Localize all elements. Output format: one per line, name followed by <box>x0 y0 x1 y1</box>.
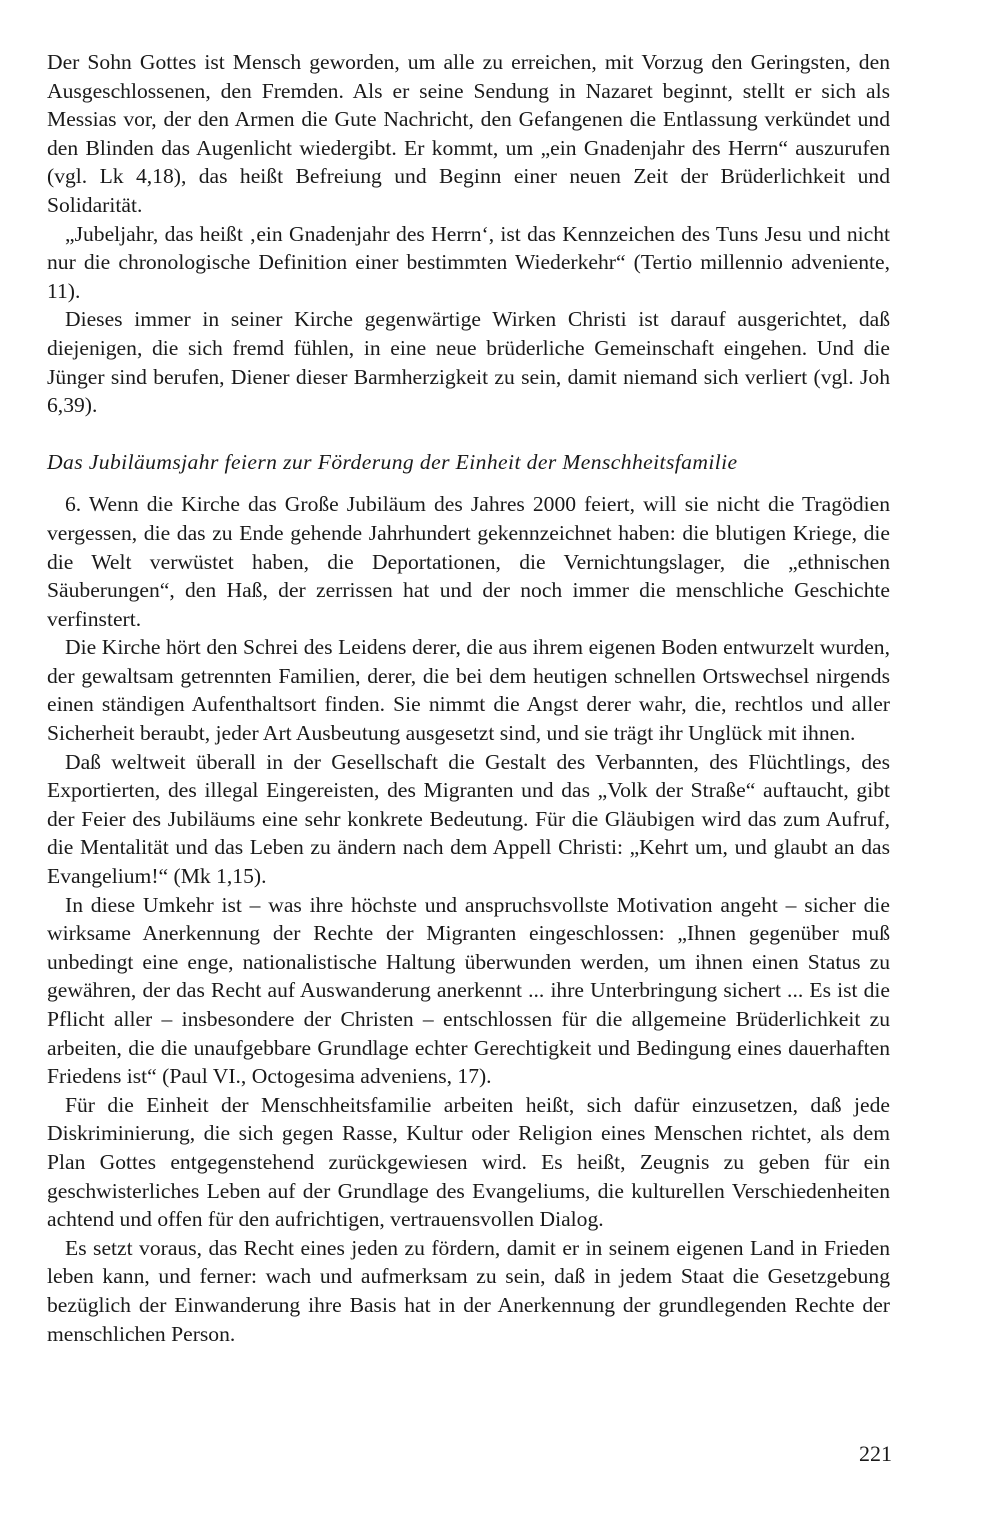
paragraph-jubeljahr: „Jubeljahr, das heißt ‚ein Gnadenjahr des Herrn‘, ist das Kennzeichen des Tuns Jesu und nicht nur die chronologische Definition einer bestimmten Wiederkehr“ (Tertio millennio adveniente, 11). <box>47 221 890 303</box>
paragraph-grosses-jubilaeum: 6. Wenn die Kirche das Große Jubiläum des Jahres 2000 feiert, will sie nicht die Tragödien vergessen, die das zu Ende gehende Jahrhundert gekennzeichnet haben: die blutigen Kriege, die die Welt verwüstet haben, die Deportationen, die Vernichtungslager, die „ethnischen Säuberungen“, den Haß, der zerrissen hat und der noch immer die menschliche Geschichte verfinstert. <box>47 492 890 631</box>
page-body <box>47 48 890 1348</box>
section-heading: Das Jubiläumsjahr feiern zur Förderung der Einheit der Menschheitsfamilie <box>47 449 738 474</box>
paragraph-recht-eines-jeden: Es setzt voraus, das Recht eines jeden zu fördern, damit er in seinem eigenen Land in Frieden leben kann, und ferner: wach und aufmerksam zu sein, daß in jedem Staat die Gesetzgebung bezüglich der Einwanderung ihre Basis hat in der Anerkennung der grundlegenden Rechte der menschlichen Person. <box>47 1235 890 1346</box>
paragraph-sohn-gottes: Der Sohn Gottes ist Mensch geworden, um alle zu erreichen, mit Vorzug den Geringsten, den Ausgeschlossenen, den Fremden. Als er seine Sendung in Nazaret beginnt, stellt er sich als Messias vor, der den Armen die Gute Nachricht, den Gefangenen die Entlassung verkündet und den Blinden das Augenlicht wiedergibt. Er kommt, um „ein Gnadenjahr des Herrn“ auszurufen (vgl. Lk 4,18), das heißt Befreiung und Beginn einer neuen Zeit der Brüderlichkeit und Solidarität. <box>47 50 890 217</box>
page-number: 221 <box>859 1441 892 1466</box>
paragraph-wirken-christi: Dieses immer in seiner Kirche gegenwärtige Wirken Christi ist darauf ausgerichtet, daß diejenigen, die sich fremd fühlen, in eine neue brüderliche Gemeinschaft eingehen. Und die Jünger sind berufen, Diener dieser Barmherzigkeit zu sein, damit niemand sich verliert (vgl. Joh 6,39). <box>47 307 890 418</box>
paragraph-umkehr: In diese Umkehr ist – was ihre höchste und anspruchsvollste Motivation angeht – sicher die wirksame Anerkennung der Rechte der Migranten eingeschlossen: „Ihnen gegenüber muß unbedingt eine enge, nationalistische Haltung überwunden werden, um ihnen einen Status zu gewähren, der das Recht auf Auswanderung anerkennt ... ihre Unterbringung sichert ... Es ist die Pflicht aller – insbesondere der Christen – entschlossen für die allgemeine Brüderlichkeit zu arbeiten, die die unaufgebbare Grundlage echter Gerechtigkeit und Bedingung eines dauerhaften Friedens ist“ (Paul VI., Octogesima adveniens, 17). <box>47 892 890 1089</box>
paragraph-einheit-menschheitsfamilie: Für die Einheit der Menschheitsfamilie arbeiten heißt, sich dafür einzusetzen, daß jede Diskriminierung, die sich gegen Rasse, Kultur oder Religion eines Menschen richtet, als dem Plan Gottes entgegenstehend zurückgewiesen wird. Es heißt, Zeugnis zu geben für ein geschwisterliches Leben auf der Grundlage des Evangeliums, die kulturellen Verschiedenheiten achtend und offen für den aufrichtigen, vertrauensvollen Dialog. <box>47 1092 890 1232</box>
paragraph-gestalt-des-verbannten: Daß weltweit überall in der Gesellschaft die Gestalt des Verbannten, des Flüchtlings, des Exportierten, des illegal Eingereisten, des Migranten und das „Volk der Straße“ auftaucht, gibt der Feier des Jubiläums eine sehr konkrete Bedeutung. Für die Gläubigen wird das zum Aufruf, die Mentalität und das Leben zu ändern nach dem Appell Christi: „Kehrt um, und glaubt an das Evangelium!“ (Mk 1,15). <box>47 749 890 889</box>
paragraph-schrei-des-leidens: Die Kirche hört den Schrei des Leidens derer, die aus ihrem eigenen Boden entwurzelt wurden, der gewaltsam getrennten Familien, derer, die bei dem heutigen schnellen Ortswechsel nirgends einen ständigen Aufenthaltsort finden. Sie nimmt die Angst derer wahr, die, rechtlos und aller Sicherheit beraubt, jeder Art Ausbeutung ausgesetzt sind, und sie trägt ihr Unglück mit ihnen. <box>47 635 890 746</box>
